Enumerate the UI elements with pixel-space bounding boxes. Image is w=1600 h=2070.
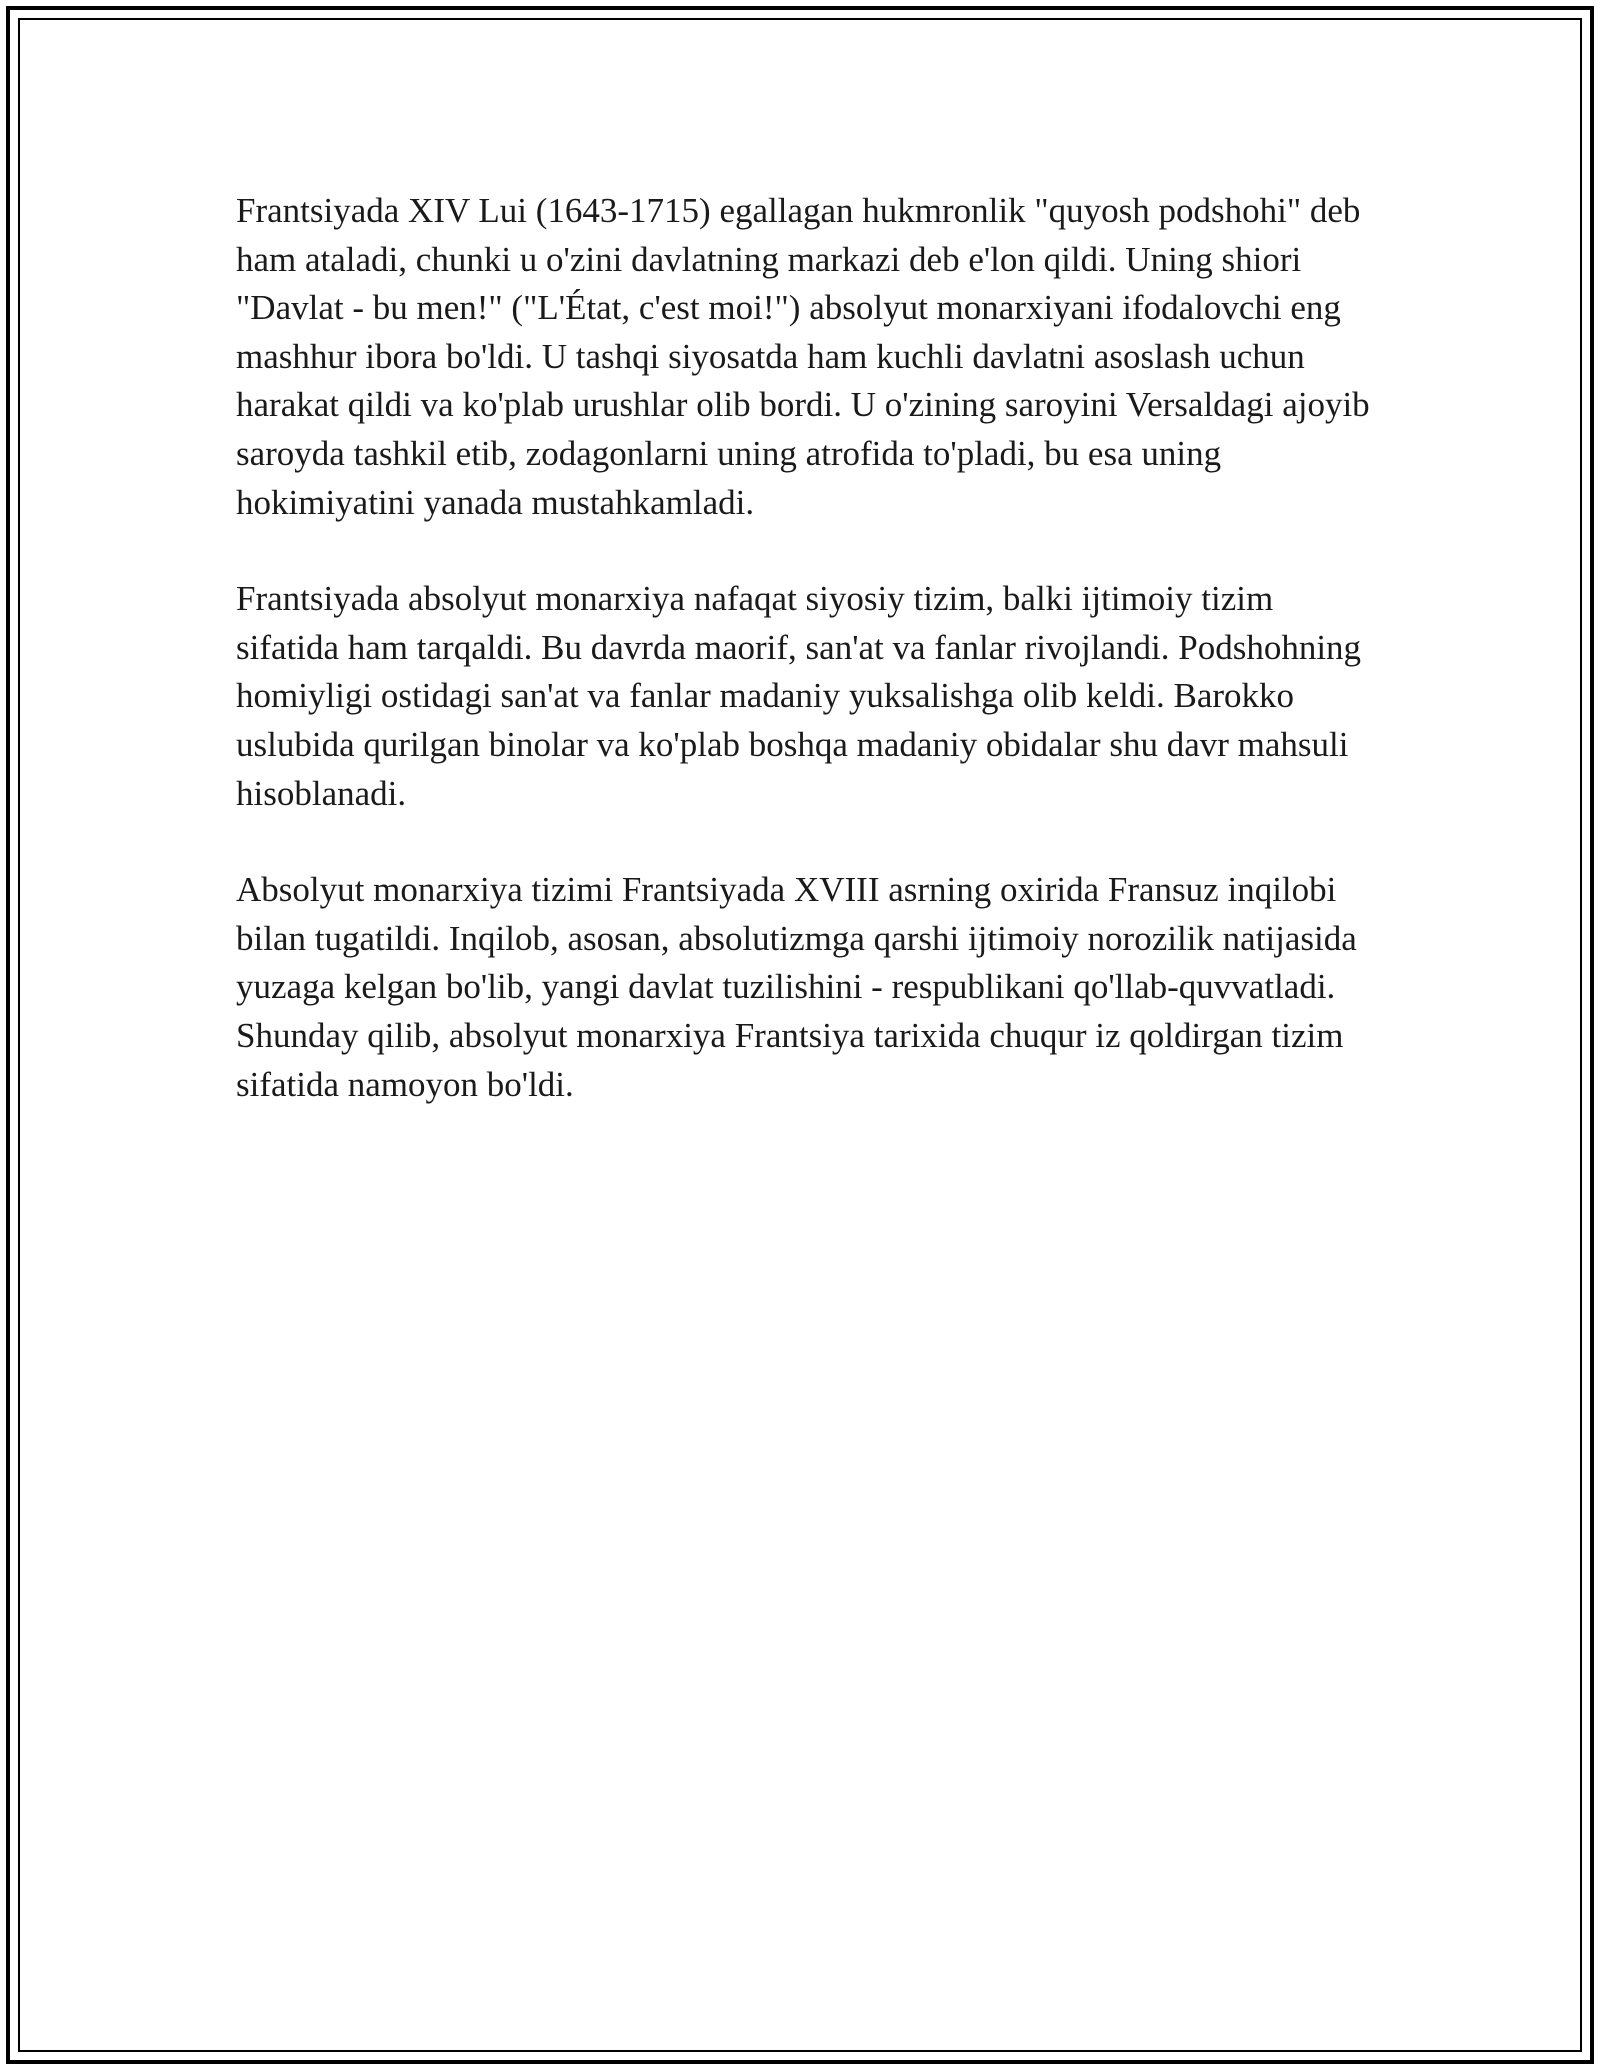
paragraph-3: Absolyut monarxiya tizimi Frantsiyada XVIII asrning oxirida Fransuz inqilobi bilan tugatildi. Inqilob, asosan, absolutizmga qarshi ijtimoiy norozilik natijasida yuzaga kelgan bo'lib, yangi davlat tuzilishini - respublikani qo'llab-quvvatladi. Shunday qilib, absolyut monarxiya Frantsiya tarixida chuqur iz qoldirgan tizim sifatida namoyon bo'ldi.: [236, 870, 1357, 1104]
paragraph-2: Frantsiyada absolyut monarxiya nafaqat siyosiy tizim, balki ijtimoiy tizim sifatida ham tarqaldi. Bu davrda maorif, san'at va fanlar rivojlandi. Podshohning homiyligi ostidagi san'at va fanlar madaniy yuksalishga olib keldi. Barokko uslubida qurilgan binolar va ko'plab boshqa madaniy obidalar shu davr mahsuli hisoblanadi.: [236, 579, 1362, 813]
paragraph-1: Frantsiyada XIV Lui (1643-1715) egallagan hukmronlik "quyosh podshohi" deb ham ataladi, chunki u o'zini davlatning markazi deb e'lon qildi. Uning shiori "Davlat - bu men!" ("L'État, c'est moi!") absolyut monarxiyani ifodalovchi eng mashhur ibora bo'ldi. U tashqi siyosatda ham kuchli davlatni asoslash uchun harakat qildi va ko'plab urushlar olib bordi. U o'zining saroyini Versaldagi ajoyib saroyda tashkil etib, zodagonlarni uning atrofida to'pladi, bu esa uning hokimiyatini yanada mustahkamladi.: [236, 191, 1370, 522]
document-body: [236, 187, 1376, 1157]
